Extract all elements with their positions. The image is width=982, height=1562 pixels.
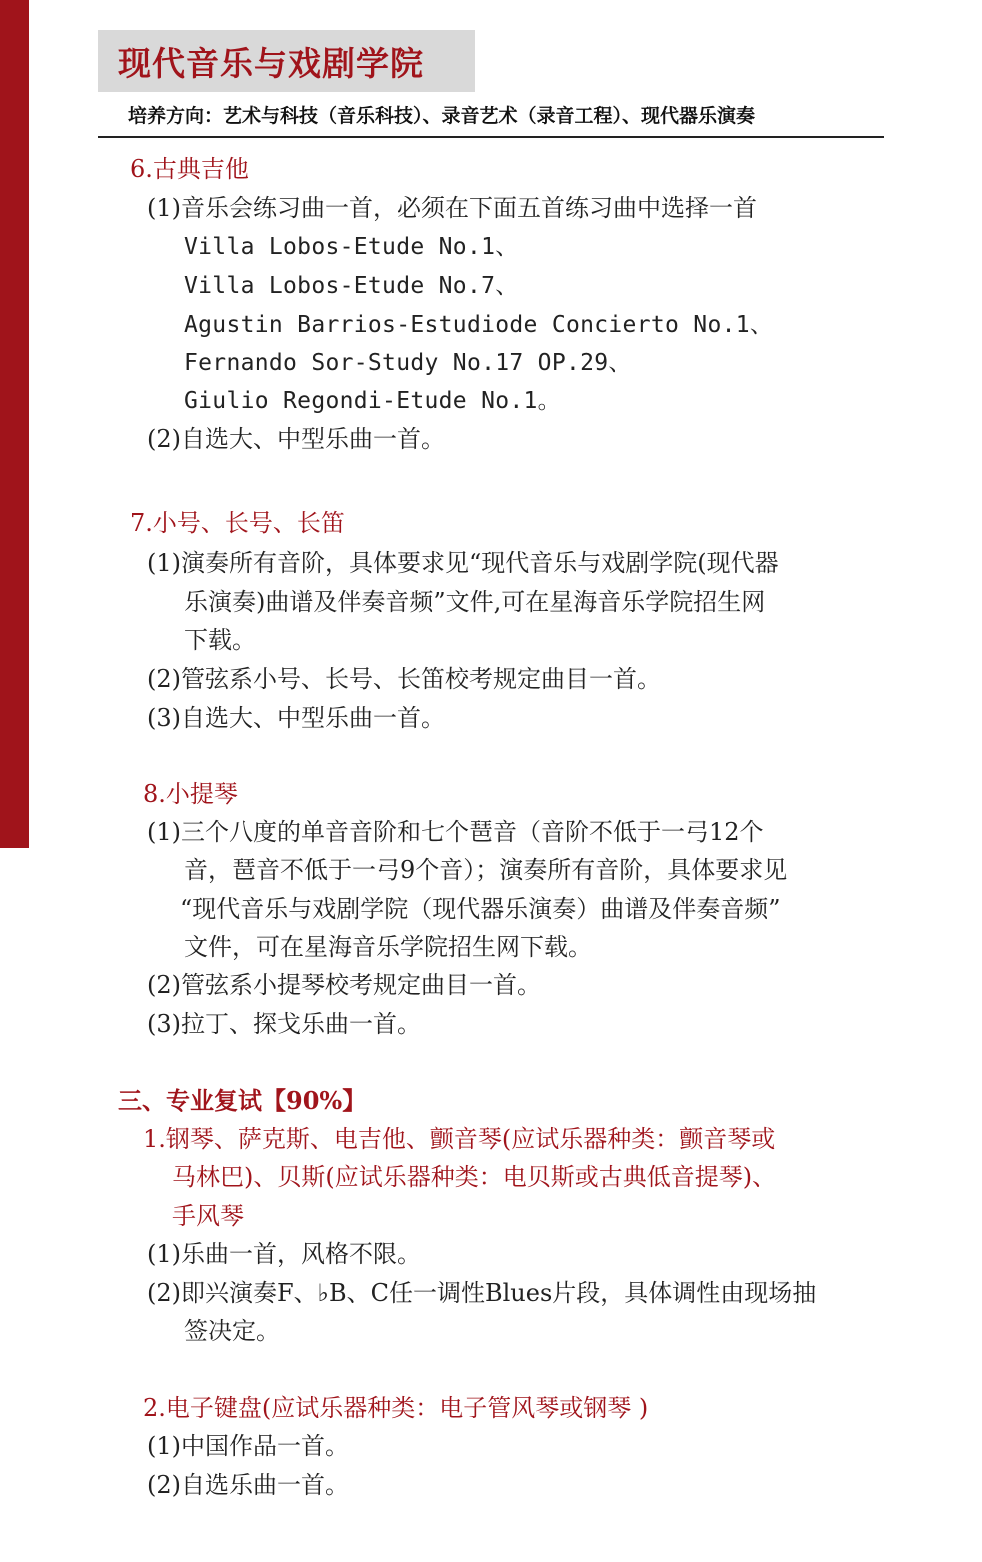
title-banner (98, 30, 475, 92)
retest-group-2-item-1: (1)中国作品一首。 (147, 1432, 349, 1460)
header-divider (98, 136, 884, 138)
guitar-item-1: (1)音乐会练习曲一首，必须在下面五首练习曲中选择一首 (147, 194, 757, 222)
violin-item-1-line: “现代音乐与戏剧学院（现代器乐演奏）曲谱及伴奏音频” (180, 895, 781, 923)
page-subtitle: 培养方向：艺术与科技（音乐科技）、录音艺术（录音工程）、现代器乐演奏 (128, 105, 756, 127)
retest-group-1-heading-line: 1.钢琴、萨克斯、电吉他、颤音琴(应试乐器种类：颤音琴或 (143, 1125, 776, 1153)
violin-item-1-line: (1)三个八度的单音音阶和七个琶音（音阶不低于一弓12个 (147, 818, 764, 846)
brass-item-3: (3)自选大、中型乐曲一首。 (147, 704, 445, 732)
guitar-piece: Agustin Barrios-Estudiode Concierto No.1、 (184, 312, 774, 338)
guitar-piece: Villa Lobos-Etude No.1、 (184, 234, 519, 260)
guitar-piece: Fernando Sor-Study No.17 OP.29、 (184, 350, 632, 376)
section-heading-violin: 8.小提琴 (143, 780, 238, 808)
violin-item-1-line: 音，琶音不低于一弓9个音）；演奏所有音阶，具体要求见 (184, 856, 788, 884)
retest-group-1-heading-line: 马林巴)、贝斯(应试乐器种类：电贝斯或古典低音提琴)、 (172, 1163, 777, 1191)
retest-group-1-heading-line: 手风琴 (172, 1202, 244, 1230)
violin-item-2: (2)管弦系小提琴校考规定曲目一首。 (147, 971, 541, 999)
section-heading-retest: 三、专业复试【90%】 (118, 1086, 367, 1115)
left-accent-bar (0, 0, 29, 848)
section-heading-guitar: 6.古典吉他 (130, 155, 249, 183)
brass-item-1-line: 乐演奏)曲谱及伴奏音频”文件,可在星海音乐学院招生网 (184, 588, 766, 616)
retest-group-1-item-1: (1)乐曲一首，风格不限。 (147, 1240, 421, 1268)
violin-item-1-line: 文件，可在星海音乐学院招生网下载。 (184, 933, 592, 961)
guitar-piece: Giulio Regondi-Etude No.1。 (184, 388, 561, 414)
brass-item-1-line: 下载。 (184, 626, 256, 654)
retest-group-1-item-2-line: (2)即兴演奏F、♭B、C任一调性Blues片段，具体调性由现场抽 (147, 1279, 817, 1307)
retest-group-2-heading: 2.电子键盘(应试乐器种类：电子管风琴或钢琴 ) (143, 1394, 649, 1422)
retest-group-1-item-2-line: 签决定。 (184, 1317, 280, 1345)
brass-item-1-line: (1)演奏所有音阶，具体要求见“现代音乐与戏剧学院(现代器 (147, 549, 779, 577)
page-title: 现代音乐与戏剧学院 (118, 43, 424, 83)
retest-group-2-item-2: (2)自选乐曲一首。 (147, 1471, 349, 1499)
guitar-piece: Villa Lobos-Etude No.7、 (184, 273, 519, 299)
violin-item-3: (3)拉丁、探戈乐曲一首。 (147, 1010, 421, 1038)
guitar-item-2: (2)自选大、中型乐曲一首。 (147, 425, 445, 453)
brass-item-2: (2)管弦系小号、长号、长笛校考规定曲目一首。 (147, 665, 661, 693)
section-heading-brass: 7.小号、长号、长笛 (130, 509, 345, 537)
